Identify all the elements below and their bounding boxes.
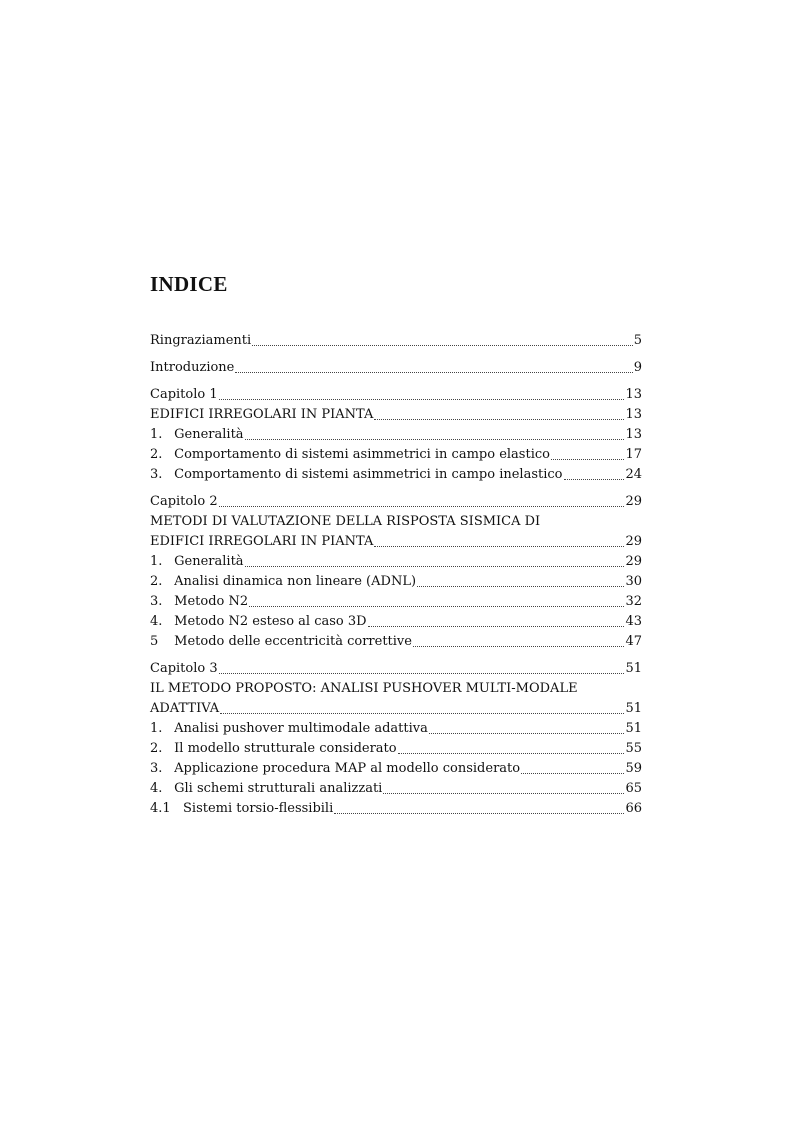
toc-entry-introduzione[interactable] <box>150 358 642 378</box>
toc-entry-text: 3. Applicazione procedura MAP al modello considerato <box>150 761 521 776</box>
toc-section[interactable] <box>150 739 642 759</box>
toc-chapter-1-label[interactable] <box>150 385 642 405</box>
toc-leader <box>521 772 624 774</box>
toc-entry-text: 4.1 Sistemi torsio-flessibili <box>150 801 334 816</box>
toc-chapter-3-title[interactable] <box>150 699 642 719</box>
toc-leader <box>374 545 624 547</box>
toc-leader <box>564 478 625 480</box>
toc-page-number: 30 <box>625 574 642 589</box>
toc-leader <box>551 458 624 460</box>
toc-chapter-2-title[interactable] <box>150 532 642 552</box>
toc-section[interactable] <box>150 632 642 652</box>
toc-leader <box>219 505 625 507</box>
toc-leader <box>368 625 625 627</box>
toc-leader <box>235 371 632 373</box>
toc-section[interactable] <box>150 612 642 632</box>
toc-page-number: 47 <box>625 634 642 649</box>
toc-chapter-1-title[interactable] <box>150 405 642 425</box>
toc-page-number: 13 <box>625 427 642 442</box>
toc-leader <box>245 438 625 440</box>
toc-page-number: 59 <box>625 761 642 776</box>
toc-chapter-2-label[interactable] <box>150 492 642 512</box>
toc-leader <box>219 672 625 674</box>
toc-entry-text: 5 Metodo delle eccentricità correttive <box>150 634 412 649</box>
toc-page-number: 66 <box>625 801 642 816</box>
toc-entry-text: 2. Analisi dinamica non lineare (ADNL) <box>150 574 417 589</box>
toc-page-number: 55 <box>625 741 642 756</box>
toc-leader <box>398 752 625 754</box>
toc-leader <box>245 565 625 567</box>
toc-section[interactable] <box>150 572 642 592</box>
toc-section[interactable] <box>150 719 642 739</box>
toc-section[interactable] <box>150 592 642 612</box>
toc-page-number: 51 <box>625 701 642 716</box>
toc-entry-text: ADATTIVA <box>150 701 220 716</box>
toc-entry-text: 4. Metodo N2 esteso al caso 3D <box>150 614 367 629</box>
toc-page-number: 24 <box>625 467 642 482</box>
toc-leader <box>334 812 624 814</box>
toc-section[interactable] <box>150 465 642 485</box>
toc-leader <box>252 344 633 346</box>
toc-page-number: 13 <box>625 407 642 422</box>
toc-entry-text: 3. Metodo N2 <box>150 594 249 609</box>
toc-section[interactable] <box>150 552 642 572</box>
toc-leader <box>417 585 624 587</box>
toc-page-number: 65 <box>625 781 642 796</box>
toc-leader <box>249 605 624 607</box>
toc-leader <box>220 712 624 714</box>
toc-entry-text: 3. Comportamento di sistemi asimmetrici in campo inelastico <box>150 467 563 482</box>
toc-section[interactable] <box>150 425 642 445</box>
page-title: INDICE <box>150 272 228 296</box>
toc-entry-text: 1. Analisi pushover multimodale adattiva <box>150 721 428 736</box>
toc-leader <box>374 418 624 420</box>
toc-page-number: 29 <box>625 494 642 509</box>
toc-page-number: 5 <box>633 333 642 348</box>
toc-leader <box>413 645 624 647</box>
toc-entry-text: Capitolo 2 <box>150 494 218 509</box>
toc-chapter-2-title-line[interactable]: METODI DI VALUTAZIONE DELLA RISPOSTA SISMICA DI <box>150 514 541 529</box>
toc-chapter-3-label[interactable] <box>150 659 642 679</box>
toc-page-number: 51 <box>625 721 642 736</box>
toc-entry-text: 2. Comportamento di sistemi asimmetrici in campo elastico <box>150 447 550 462</box>
toc-page-number: 13 <box>625 387 642 402</box>
toc-section[interactable] <box>150 759 642 779</box>
toc-page-number: 29 <box>625 534 642 549</box>
toc-entry-text: 2. Il modello strutturale considerato <box>150 741 397 756</box>
toc-page-number: 17 <box>625 447 642 462</box>
toc-entry-text: 1. Generalità <box>150 427 244 442</box>
toc-entry-text: Ringraziamenti <box>150 333 252 348</box>
toc-leader <box>429 732 625 734</box>
toc-entry-ringraziamenti[interactable] <box>150 331 642 351</box>
toc-section[interactable] <box>150 779 642 799</box>
toc-page-number: 29 <box>625 554 642 569</box>
toc-leader <box>219 398 625 400</box>
toc-leader <box>383 792 624 794</box>
toc-page-number: 51 <box>625 661 642 676</box>
toc-page-number: 9 <box>633 360 642 375</box>
toc-subsection[interactable] <box>150 799 642 819</box>
toc-entry-text: EDIFICI IRREGOLARI IN PIANTA <box>150 407 374 422</box>
document-page <box>150 0 642 1123</box>
toc-chapter-3-title-line[interactable]: IL METODO PROPOSTO: ANALISI PUSHOVER MULTI-MODALE <box>150 681 578 696</box>
toc-page-number: 32 <box>625 594 642 609</box>
table-of-contents <box>150 331 642 819</box>
toc-entry-text: EDIFICI IRREGOLARI IN PIANTA <box>150 534 374 549</box>
toc-entry-text: Capitolo 1 <box>150 387 218 402</box>
toc-page-number: 43 <box>625 614 642 629</box>
toc-entry-text: 4. Gli schemi strutturali analizzati <box>150 781 383 796</box>
toc-entry-text: 1. Generalità <box>150 554 244 569</box>
toc-entry-text: Introduzione <box>150 360 235 375</box>
toc-section[interactable] <box>150 445 642 465</box>
toc-entry-text: Capitolo 3 <box>150 661 218 676</box>
